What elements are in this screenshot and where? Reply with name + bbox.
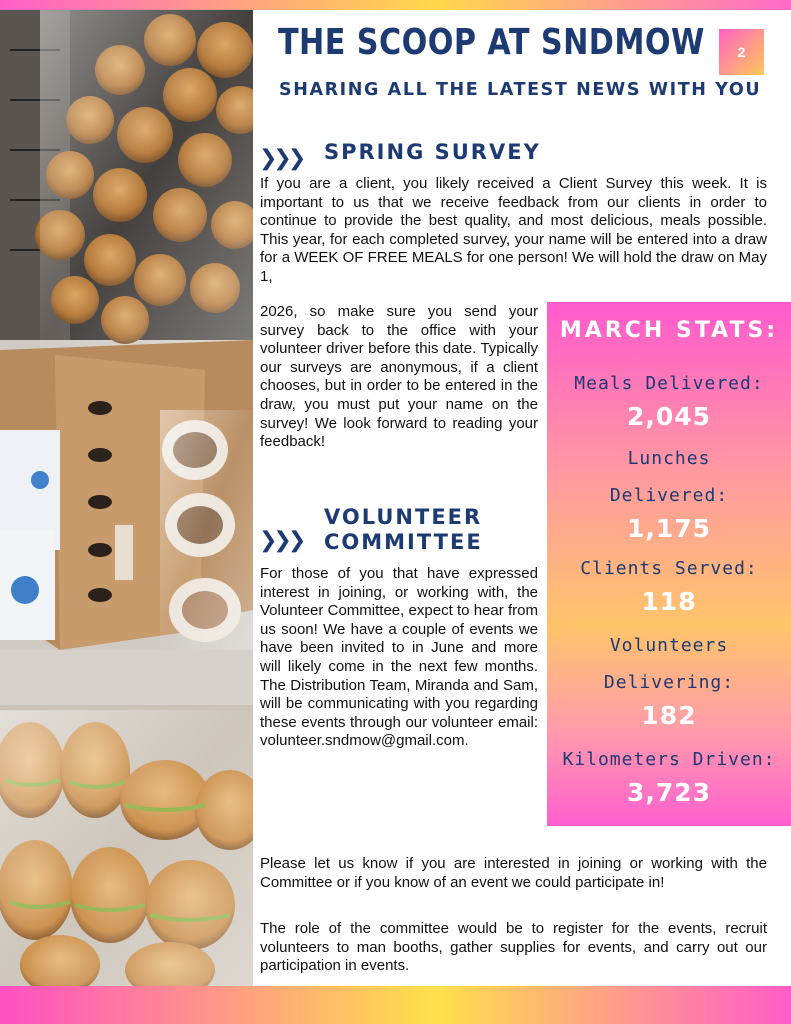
stat-value: 118 [641, 587, 697, 616]
stat-clients-served [547, 550, 791, 617]
baked-goods-photo [0, 10, 253, 986]
spring-survey-paragraph-continued: 2026, so make sure you send your survey back to the office with your volunteer driver before this date. Typically our surveys are anonymous, if a client chooses, but in order to be entered in the draw, you must put your name on the survey! We look forward to reading your feedback! [260, 303, 538, 451]
spring-survey-heading: SPRING SURVEY [324, 140, 541, 164]
newsletter-title: THE SCOOP AT SNDMOW [278, 22, 705, 63]
stat-label: Delivering: [603, 672, 735, 693]
volunteer-committee-heading-line2: COMMITTEE [324, 530, 483, 555]
stat-value: 1,175 [626, 514, 712, 543]
stat-label: Delivered: [609, 485, 729, 506]
stat-kilometers-driven [547, 741, 791, 808]
stat-volunteers-delivering [547, 627, 791, 731]
bottom-gradient-bar [0, 986, 791, 1024]
triple-chevron-right-icon: ❯❯❯ [259, 146, 303, 171]
page-number-badge: 2 [719, 29, 764, 75]
volunteer-committee-paragraph-2: Please let us know if you are interested in joining or working with the Committee or if you know of an event we could participate in! [260, 855, 767, 891]
march-stats-title: MARCH STATS: [559, 318, 779, 343]
triple-chevron-right-icon: ❯❯❯ [259, 528, 303, 553]
stat-value: 182 [641, 701, 697, 730]
volunteer-committee-paragraph-3: The role of the committee would be to register for the events, recruit volunteers to man booths, gather supplies for events, and carry out our participation in events. [260, 920, 767, 975]
stat-meals-delivered [547, 365, 791, 432]
stat-lunches-delivered [547, 440, 791, 544]
stat-label: Volunteers [609, 635, 729, 656]
stat-value: 2,045 [626, 402, 712, 431]
top-gradient-bar [0, 0, 791, 10]
stat-label: Meals Delivered: [574, 373, 764, 394]
stat-value: 3,723 [626, 778, 712, 807]
newsletter-subtitle: SHARING ALL THE LATEST NEWS WITH YOU [279, 80, 762, 100]
volunteer-committee-paragraph: For those of you that have expressed interest in joining, or working with, the Volunteer Committee, expect to hear from us soon! We have a couple of events we have been invited to in June and more will likely come in the next few months. The Distribution Team, Miranda and Sam, will be communicating with you regarding these events through our volunteer email: volunteer.sndmow@gmail.com. [260, 565, 538, 750]
stat-label: Lunches [627, 448, 711, 469]
spring-survey-paragraph: If you are a client, you likely received a Client Survey this week. It is important to us that we receive feedback from our clients in order to continue to provide the best quality, and most delicious, meals possible. This year, for each completed survey, your name will be entered into a draw for a WEEK OF FREE MEALS for one person! We will hold the draw on May 1, [260, 175, 767, 285]
volunteer-committee-heading [324, 505, 483, 555]
volunteer-committee-heading-line1: VOLUNTEER [324, 505, 483, 529]
march-stats-panel [547, 302, 791, 826]
stat-label: Kilometers Driven: [562, 749, 776, 770]
stat-label: Clients Served: [580, 558, 758, 579]
